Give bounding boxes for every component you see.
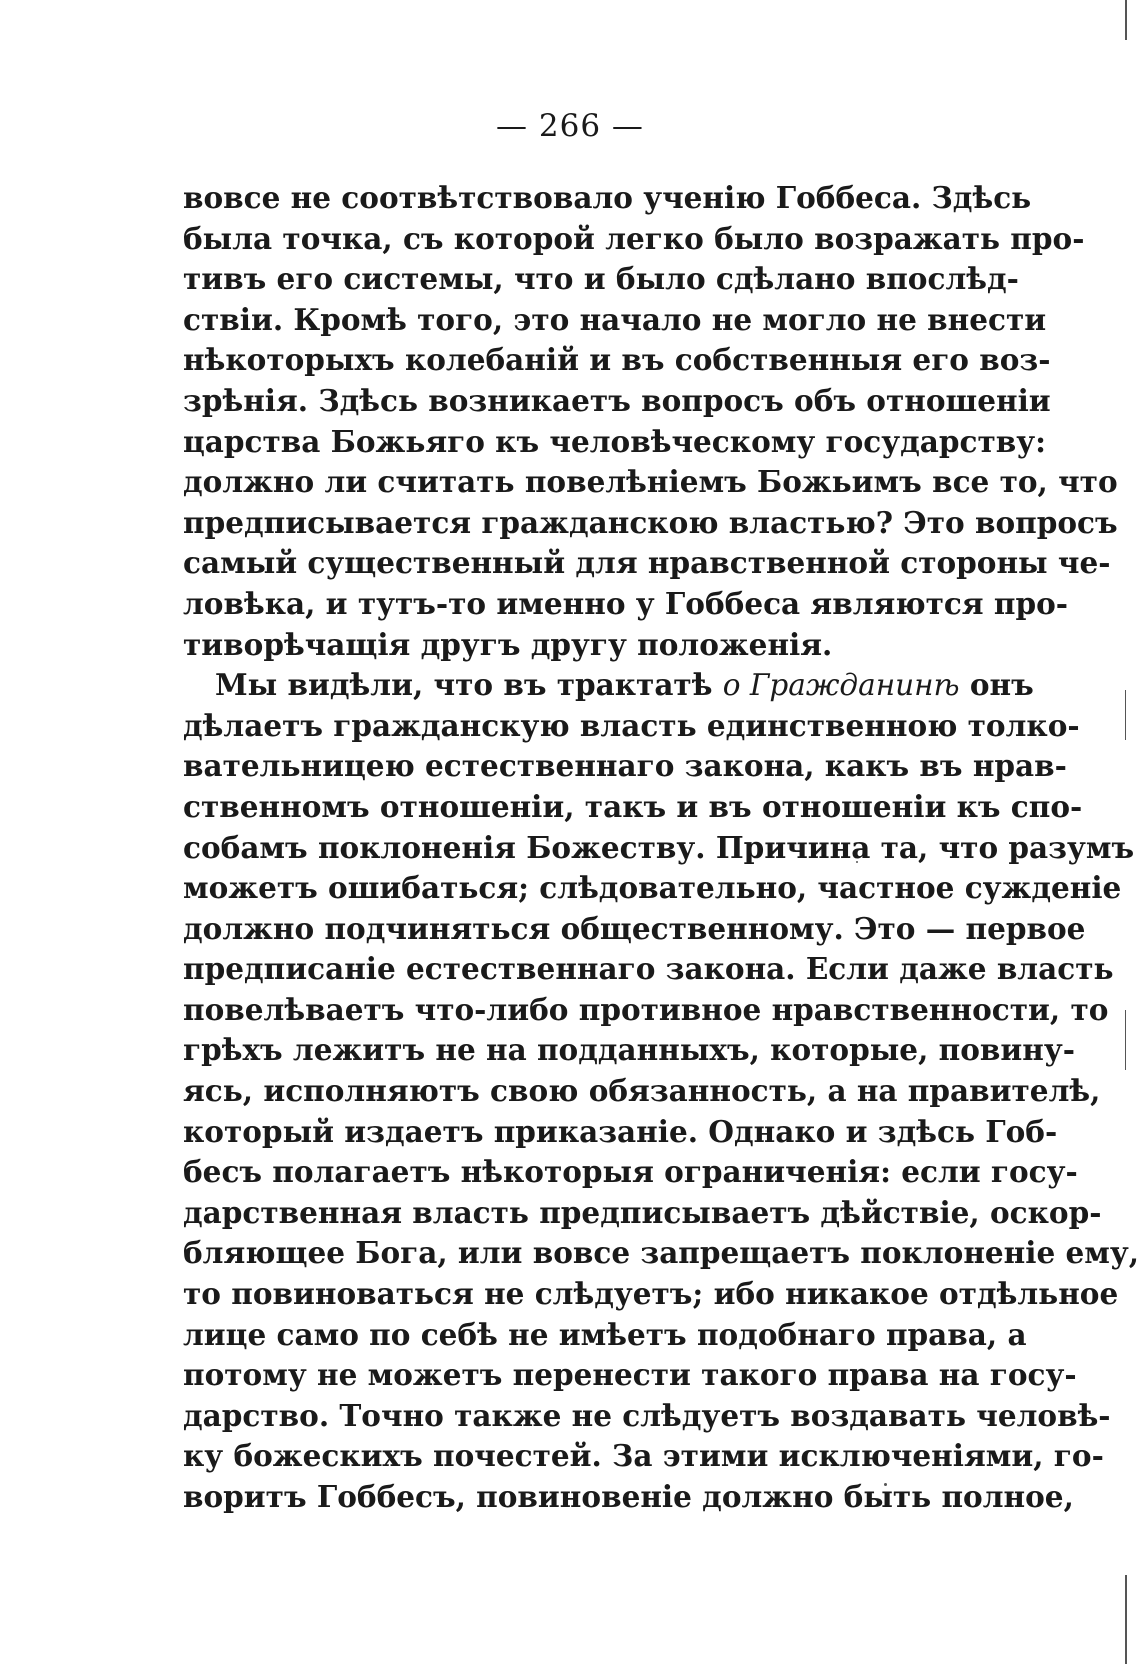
- text-line: вательницею естественнаго закона, какъ въ нрав-: [183, 748, 1067, 784]
- text-line: лице само по себѣ не имѣетъ подобнаго права, а: [183, 1316, 1027, 1352]
- text-line: можетъ ошибаться; слѣдовательно, частное сужденіе: [183, 870, 1122, 906]
- text-line: который издаетъ приказаніе. Однако и здѣсь Гоб-: [183, 1113, 1058, 1149]
- text-segment: Мы видѣли, что въ трактатѣ: [215, 667, 713, 703]
- text-line: дарство. Точно также не слѣдуетъ воздавать человѣ-: [183, 1397, 1111, 1433]
- text-line: царства Божьяго къ человѣческому государству:: [183, 423, 1047, 459]
- text-line: вовсе не соотвѣтствовало ученію Гоббеса. Здѣсь: [183, 180, 1032, 215]
- text-line: дарственная власть предписываетъ дѣйствіе, оскор-: [183, 1194, 1102, 1230]
- text-line: ловѣка, и тутъ-то именно у Гоббеса являются про-: [183, 585, 1069, 621]
- text-line: предписаніе естественнаго закона. Если даже власть: [183, 951, 1114, 987]
- text-line: потому не можетъ перенести такого права на госу-: [183, 1357, 1077, 1393]
- text-line: бесъ полагаетъ нѣкоторыя ограниченія: если госу-: [183, 1154, 1078, 1190]
- text-line: была точка, съ которой легко было возражать про-: [183, 220, 1085, 256]
- text-line: бляющее Бога, или вовсе запрещаетъ поклоненіе ему,: [183, 1235, 1140, 1271]
- body-text: [183, 178, 1140, 1518]
- scan-edge-rule-mid: [1125, 690, 1126, 740]
- page-number: — 266 —: [496, 108, 644, 144]
- text-line: то повиноваться не слѣдуетъ; ибо никакое отдѣльное: [183, 1276, 1119, 1312]
- text-line: зрѣнія. Здѣсь возникаетъ вопросъ объ отношеніи: [183, 382, 1051, 418]
- paragraph-first-line: [183, 665, 1034, 706]
- text-line: ку божескихъ почестей. За этими исключеніями, го-: [183, 1438, 1104, 1474]
- text-line: тивъ его системы, что и было сдѣлано впослѣд-: [183, 261, 1019, 297]
- text-line: ясь, исполняютъ свою обязанность, а на правителѣ,: [183, 1073, 1101, 1109]
- text-line: грѣхъ лежитъ не на подданныхъ, которые, повину-: [183, 1032, 1075, 1068]
- text-line: собамъ поклоненія Божеству. Причина та, что разумъ: [183, 829, 1135, 865]
- text-line: самый существенный для нравственной стороны че-: [183, 545, 1111, 581]
- text-line: повелѣваетъ что-либо противное нравственности, то: [183, 991, 1109, 1027]
- text-line: предписывается гражданскою властью? Это вопросъ: [183, 504, 1118, 540]
- text-segment: онъ: [969, 667, 1034, 703]
- scan-edge-rule-top: [1125, 0, 1127, 40]
- text-line: нѣкоторыхъ колебаній и въ собственныя его воз-: [183, 342, 1051, 378]
- text-line: воритъ Гоббесъ, повиновеніе должно быть полное,: [183, 1479, 1074, 1514]
- scan-edge-rule-lower: [1125, 1010, 1126, 1070]
- text-line: должно подчиняться общественному. Это — первое: [183, 910, 1086, 946]
- text-line: дѣлаетъ гражданскую власть единственною толко-: [183, 707, 1080, 743]
- text-line: ствіи. Кромѣ того, это начало не могло не внести: [183, 301, 1047, 337]
- text-line: должно ли считать повелѣніемъ Божьимъ все то, что: [183, 464, 1118, 500]
- scan-edge-rule-bottom: [1125, 1575, 1127, 1664]
- italic-title: о Гражданинѣ: [722, 668, 960, 703]
- text-line: ственномъ отношеніи, такъ и въ отношеніи къ спо-: [183, 788, 1083, 824]
- text-line: тиворѣчащія другъ другу положенія.: [183, 626, 833, 662]
